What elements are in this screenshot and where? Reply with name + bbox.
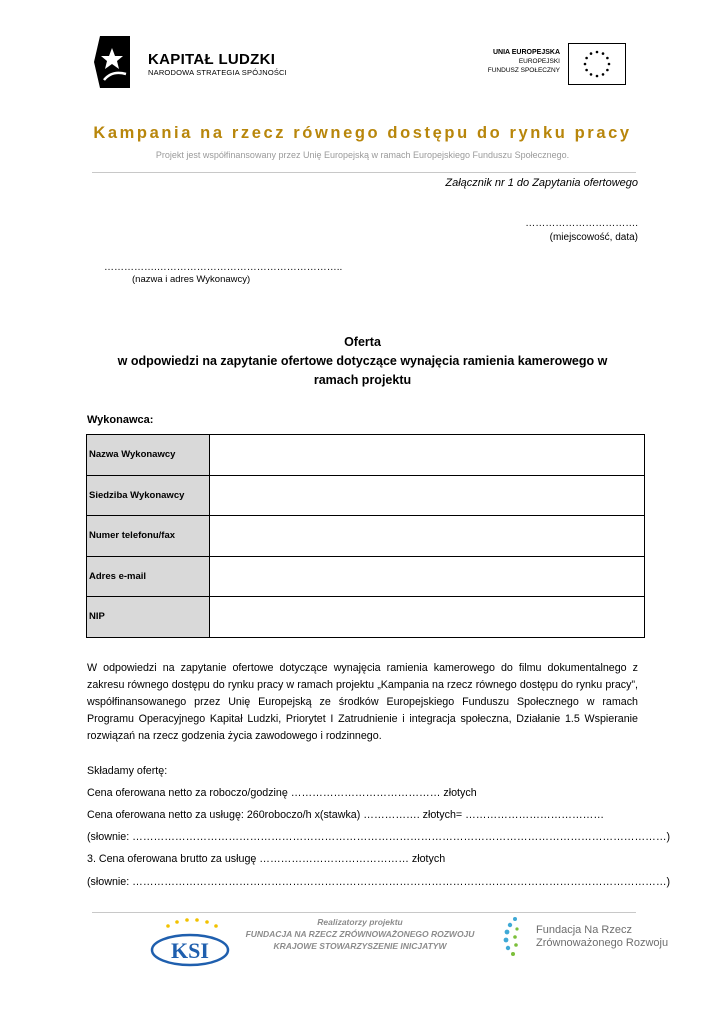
footer-text [200, 916, 520, 952]
table-row [87, 435, 645, 476]
ksi-text: KSI [171, 938, 209, 963]
row-label-name: Nazwa Wykonawcy [87, 435, 210, 476]
footer-line-3: KRAJOWE STOWARZYSZENIE INICJATYW [273, 941, 447, 951]
offer-paragraph: W odpowiedzi na zapytanie ofertowe dotyczące wynajęcia ramienia kamerowego do filmu dokumentalnego z zakresu równego dostępu do rynku pracy w ramach projektu „Kampania na rzecz równego dostępu do rynku pracy”, współfinansowanego przez Unię Europejską ze środków Europejskiego Funduszu Społecznego w ramach Programu Operacyjnego Kapitał Ludzki, Priorytet I Zatrudnienie i integracja społeczna, Działanie 1.5 Wspieranie rozwiązań na rzecz godzenia życia zawodowego i rodzinnego. [87, 662, 638, 742]
row-label-nip: NIP [87, 597, 210, 638]
contractor-table [86, 434, 645, 638]
header-divider [92, 172, 636, 173]
footer-line-1: Realizatorzy projektu [317, 917, 403, 927]
table-row [87, 597, 645, 638]
campaign-title: Kampania na rzecz równego dostępu do rynku pracy [93, 124, 632, 142]
fundacja-logo-text [536, 924, 668, 950]
table-row [87, 516, 645, 557]
contractor-address-dots: …………….……………………………………………….. [104, 262, 343, 273]
eu-line-3: FUNDUSZ SPOŁECZNY [487, 67, 560, 74]
offer-line-2: w odpowiedzi na zapytanie ofertowe dotyczące wynajęcia ramienia kamerowego w [117, 354, 608, 368]
gross-price-line: 3. Cena oferowana brutto za usługę …………………………………… złotych [87, 853, 446, 865]
offer-heading [0, 333, 725, 390]
in-words-line-1: (słownie: ……………………………………………………………………………………………………………………………………) [87, 831, 671, 843]
table-row [87, 556, 645, 597]
place-date-label: (miejscowość, data) [549, 232, 638, 243]
contractor-address-label: (nazwa i adres Wykonawcy) [132, 274, 251, 285]
kapital-ludzki-logo [92, 34, 132, 90]
we-submit-line: Składamy ofertę: [87, 765, 168, 777]
in-words-line-2: (słownie: ……………………………………………………………………………………………………………………………………) [87, 876, 671, 888]
eu-flag-icon [568, 43, 626, 85]
price-per-hour-line: Cena oferowana netto za roboczo/godzinę …………………………………… złotych [87, 787, 477, 799]
row-label-email: Adres e-mail [87, 556, 210, 597]
kapital-ludzki-subtitle: NARODOWA STRATEGIA SPÓJNOŚCI [148, 68, 287, 77]
contractor-name-field[interactable] [210, 435, 645, 476]
footer-line-2: FUNDACJA NA RZECZ ZRÓWNOWAŻONEGO ROZWOJU [245, 929, 475, 939]
price-service-line: Cena oferowana netto za usługę: 260roboczo/h x(stawka) ……………. złotych= ………………………………… [87, 809, 605, 821]
contractor-seat-field[interactable] [210, 475, 645, 516]
fundacja-logo-icon [497, 913, 527, 963]
row-label-seat: Siedziba Wykonawcy [87, 475, 210, 516]
eu-line-1: UNIA EUROPEJSKA [492, 49, 560, 56]
attachment-label: Załącznik nr 1 do Zapytania ofertowego [445, 177, 638, 189]
fundacja-line-1: Fundacja Na Rzecz [536, 924, 632, 936]
contractor-label: Wykonawca: [87, 414, 154, 426]
offer-title: Oferta [344, 335, 381, 349]
footer-divider [92, 912, 636, 913]
row-label-phone: Numer telefonu/fax [87, 516, 210, 557]
contractor-email-field[interactable] [210, 556, 645, 597]
eu-label [460, 48, 560, 75]
contractor-phone-field[interactable] [210, 516, 645, 557]
contractor-nip-field[interactable] [210, 597, 645, 638]
fundacja-line-2: Zrównoważonego Rozwoju [536, 937, 669, 949]
table-row [87, 475, 645, 516]
eu-line-2: EUROPEJSKI [518, 58, 560, 65]
place-date-dots: ……………………………. [525, 218, 638, 229]
kapital-ludzki-title: KAPITAŁ LUDZKI [148, 51, 276, 68]
offer-line-3: ramach projektu [313, 373, 412, 387]
cofinance-note: Projekt jest współfinansowany przez Unię Europejską w ramach Europejskiego Funduszu Społecznego. [155, 150, 570, 160]
